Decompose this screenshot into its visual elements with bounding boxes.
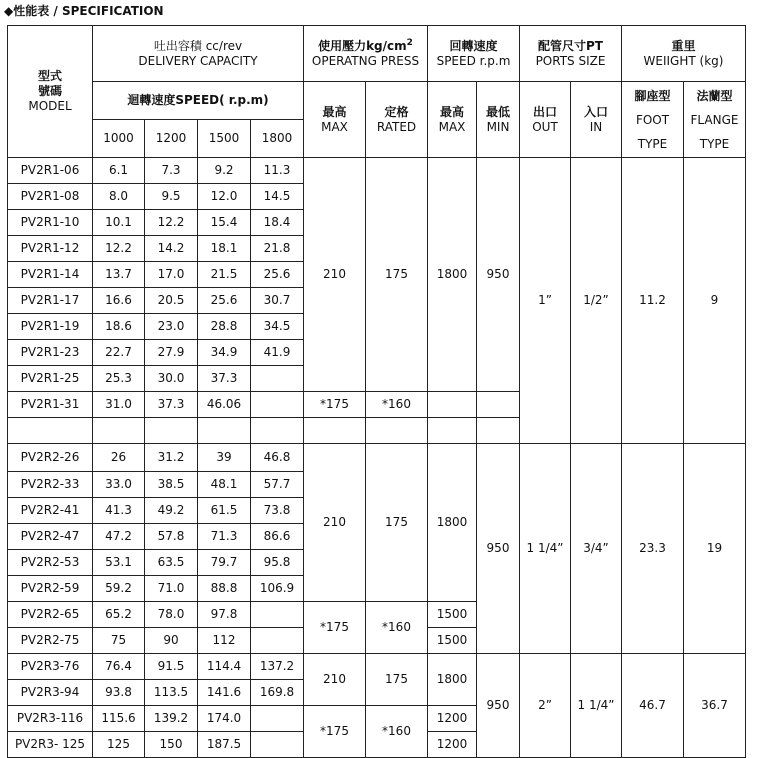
capacity-cell: 9.2: [198, 158, 251, 184]
port-in-cell: 1 1/4”: [571, 654, 622, 758]
capacity-cell: 25.3: [93, 366, 145, 392]
model-cell: PV2R1-25: [8, 366, 93, 392]
port-out-cell: 2”: [520, 654, 571, 758]
capacity-cell: 13.7: [93, 262, 145, 288]
model-cell: PV2R1-06: [8, 158, 93, 184]
delivery-capacity-header: 吐出容積 cc/rev DELIVERY CAPACITY: [93, 26, 304, 82]
rpm-1000-header: 1000: [93, 120, 145, 158]
capacity-cell: 30.7: [251, 288, 304, 314]
capacity-cell: 78.0: [145, 602, 198, 628]
capacity-cell: 71.0: [145, 576, 198, 602]
capacity-cell: 21.5: [198, 262, 251, 288]
weight-flange-cell: 19: [684, 444, 746, 654]
capacity-cell: 187.5: [198, 732, 251, 758]
rpm-1200-header: 1200: [145, 120, 198, 158]
rotation-speed-header: 迴轉速度SPEED( r.p.m): [93, 82, 304, 120]
capacity-cell: 150: [145, 732, 198, 758]
press-max-cell: 210: [304, 654, 366, 706]
speed-header: 回轉速度 SPEED r.p.m: [428, 26, 520, 82]
capacity-cell: 93.8: [93, 680, 145, 706]
model-header: 型式 號碼 MODEL: [8, 26, 93, 158]
capacity-cell: 12.0: [198, 184, 251, 210]
capacity-cell: 31.0: [93, 392, 145, 418]
press-rated-cell: 175: [366, 444, 428, 602]
model-cell: PV2R2-33: [8, 472, 93, 498]
capacity-cell: [251, 628, 304, 654]
speed-min-cell: 950: [477, 158, 520, 392]
port-out-header: 出口 OUT: [520, 82, 571, 158]
capacity-cell: 20.5: [145, 288, 198, 314]
capacity-cell: [251, 392, 304, 418]
capacity-cell: 8.0: [93, 184, 145, 210]
page-title: ◆性能表 / SPECIFICATION: [4, 4, 164, 18]
weight-foot-cell: 46.7: [622, 654, 684, 758]
capacity-cell: 25.6: [251, 262, 304, 288]
capacity-cell: 169.8: [251, 680, 304, 706]
press-rated-header: 定格 RATED: [366, 82, 428, 158]
capacity-cell: 12.2: [145, 210, 198, 236]
table-row: [8, 158, 746, 184]
capacity-cell: 28.8: [198, 314, 251, 340]
capacity-cell: [251, 366, 304, 392]
capacity-cell: 10.1: [93, 210, 145, 236]
press-max-cell: 210: [304, 158, 366, 392]
capacity-cell: 49.2: [145, 498, 198, 524]
model-cell: PV2R2-75: [8, 628, 93, 654]
capacity-cell: 63.5: [145, 550, 198, 576]
weight-flange-cell: 9: [684, 158, 746, 444]
capacity-cell: 12.2: [93, 236, 145, 262]
press-rated-star-cell: *160: [366, 706, 428, 758]
capacity-cell: 46.8: [251, 444, 304, 472]
capacity-cell: 139.2: [145, 706, 198, 732]
capacity-cell: 76.4: [93, 654, 145, 680]
capacity-cell: 27.9: [145, 340, 198, 366]
speed-max-cell: 1800: [428, 654, 477, 706]
model-cell: PV2R2-47: [8, 524, 93, 550]
press-rated-star-cell: *160: [366, 602, 428, 654]
empty-cell: [251, 418, 304, 444]
model-cell: PV2R1-23: [8, 340, 93, 366]
capacity-cell: 26: [93, 444, 145, 472]
capacity-cell: 174.0: [198, 706, 251, 732]
capacity-cell: 79.7: [198, 550, 251, 576]
capacity-cell: 14.2: [145, 236, 198, 262]
model-cell: PV2R1-31: [8, 392, 93, 418]
capacity-cell: 65.2: [93, 602, 145, 628]
capacity-cell: 114.4: [198, 654, 251, 680]
capacity-cell: 23.0: [145, 314, 198, 340]
port-in-cell: 1/2”: [571, 158, 622, 444]
flange-type-header: 法蘭型 FLANGE TYPE: [684, 82, 746, 158]
empty-cell: [198, 418, 251, 444]
speed-min-header: 最低 MIN: [477, 82, 520, 158]
press-max-star-cell: *175: [304, 706, 366, 758]
model-cell: PV2R1-12: [8, 236, 93, 262]
capacity-cell: 16.6: [93, 288, 145, 314]
capacity-cell: 31.2: [145, 444, 198, 472]
model-cell: PV2R3-94: [8, 680, 93, 706]
port-in-cell: 3/4”: [571, 444, 622, 654]
capacity-cell: 22.7: [93, 340, 145, 366]
capacity-cell: 38.5: [145, 472, 198, 498]
model-cell: PV2R2-59: [8, 576, 93, 602]
capacity-cell: 33.0: [93, 472, 145, 498]
capacity-cell: 113.5: [145, 680, 198, 706]
capacity-cell: 141.6: [198, 680, 251, 706]
capacity-cell: 18.4: [251, 210, 304, 236]
empty-cell: [304, 418, 366, 444]
port-in-header: 入口 IN: [571, 82, 622, 158]
press-rated-cell: 175: [366, 654, 428, 706]
capacity-cell: 57.7: [251, 472, 304, 498]
capacity-cell: 30.0: [145, 366, 198, 392]
rpm-1800-header: 1800: [251, 120, 304, 158]
weight-flange-cell: 36.7: [684, 654, 746, 758]
press-max-cell: 210: [304, 444, 366, 602]
capacity-cell: [251, 706, 304, 732]
capacity-cell: 47.2: [93, 524, 145, 550]
speed-max-header: 最高 MAX: [428, 82, 477, 158]
capacity-cell: 14.5: [251, 184, 304, 210]
speed-max-cell: 1500: [428, 628, 477, 654]
capacity-cell: 61.5: [198, 498, 251, 524]
model-cell: PV2R2-53: [8, 550, 93, 576]
model-cell: PV2R2-26: [8, 444, 93, 472]
table-row: [8, 654, 746, 680]
capacity-cell: 59.2: [93, 576, 145, 602]
header-row-1: [8, 26, 746, 82]
model-cell: PV2R3-116: [8, 706, 93, 732]
capacity-cell: 34.5: [251, 314, 304, 340]
empty-cell: [145, 418, 198, 444]
empty-cell: [93, 418, 145, 444]
weight-header: 重里 WEIIGHT (kg): [622, 26, 746, 82]
rpm-1500-header: 1500: [198, 120, 251, 158]
model-cell: PV2R2-41: [8, 498, 93, 524]
capacity-cell: 137.2: [251, 654, 304, 680]
speed-max-cell: 1200: [428, 706, 477, 732]
port-out-cell: 1 1/4”: [520, 444, 571, 654]
capacity-cell: 34.9: [198, 340, 251, 366]
empty-cell: [428, 392, 477, 418]
speed-max-cell: 1800: [428, 444, 477, 602]
model-cell: PV2R2-65: [8, 602, 93, 628]
capacity-cell: 115.6: [93, 706, 145, 732]
specification-table: [7, 25, 746, 758]
empty-cell: [8, 418, 93, 444]
foot-type-header: 腳座型 FOOT TYPE: [622, 82, 684, 158]
weight-foot-cell: 11.2: [622, 158, 684, 444]
capacity-cell: 73.8: [251, 498, 304, 524]
model-cell: PV2R1-14: [8, 262, 93, 288]
capacity-cell: 41.9: [251, 340, 304, 366]
operating-press-header: 使用壓力$kg/cm^2$ OPERATNG PRESS: [304, 26, 428, 82]
capacity-cell: 6.1: [93, 158, 145, 184]
speed-max-cell: 1500: [428, 602, 477, 628]
speed-min-cell: 950: [477, 654, 520, 758]
capacity-cell: 48.1: [198, 472, 251, 498]
capacity-cell: 25.6: [198, 288, 251, 314]
table-row: [8, 444, 746, 472]
press-max-star-cell: *175: [304, 392, 366, 418]
header-row-2: [8, 82, 746, 120]
capacity-cell: [251, 602, 304, 628]
speed-max-cell: 1200: [428, 732, 477, 758]
capacity-cell: 18.1: [198, 236, 251, 262]
capacity-cell: 41.3: [93, 498, 145, 524]
capacity-cell: 39: [198, 444, 251, 472]
capacity-cell: 90: [145, 628, 198, 654]
capacity-cell: 88.8: [198, 576, 251, 602]
capacity-cell: 112: [198, 628, 251, 654]
capacity-cell: [251, 732, 304, 758]
press-max-star-cell: *175: [304, 602, 366, 654]
press-rated-cell: 175: [366, 158, 428, 392]
capacity-cell: 11.3: [251, 158, 304, 184]
model-cell: PV2R3- 125: [8, 732, 93, 758]
capacity-cell: 106.9: [251, 576, 304, 602]
model-cell: PV2R1-19: [8, 314, 93, 340]
empty-cell: [477, 418, 520, 444]
capacity-cell: 75: [93, 628, 145, 654]
capacity-cell: 18.6: [93, 314, 145, 340]
model-cell: PV2R1-08: [8, 184, 93, 210]
press-rated-star-cell: *160: [366, 392, 428, 418]
capacity-cell: 57.8: [145, 524, 198, 550]
capacity-cell: 37.3: [198, 366, 251, 392]
capacity-cell: 125: [93, 732, 145, 758]
ports-size-header: 配管尺寸PT PORTS SIZE: [520, 26, 622, 82]
capacity-cell: 7.3: [145, 158, 198, 184]
capacity-cell: 86.6: [251, 524, 304, 550]
empty-cell: [477, 392, 520, 418]
capacity-cell: 17.0: [145, 262, 198, 288]
capacity-cell: 95.8: [251, 550, 304, 576]
capacity-cell: 46.06: [198, 392, 251, 418]
capacity-cell: 15.4: [198, 210, 251, 236]
weight-foot-cell: 23.3: [622, 444, 684, 654]
model-cell: PV2R1-17: [8, 288, 93, 314]
capacity-cell: 91.5: [145, 654, 198, 680]
press-max-header: 最高 MAX: [304, 82, 366, 158]
model-cell: PV2R3-76: [8, 654, 93, 680]
empty-cell: [366, 418, 428, 444]
capacity-cell: 71.3: [198, 524, 251, 550]
speed-min-cell: 950: [477, 444, 520, 654]
capacity-cell: 37.3: [145, 392, 198, 418]
capacity-cell: 21.8: [251, 236, 304, 262]
capacity-cell: 9.5: [145, 184, 198, 210]
speed-max-cell: 1800: [428, 158, 477, 392]
model-cell: PV2R1-10: [8, 210, 93, 236]
port-out-cell: 1”: [520, 158, 571, 444]
capacity-cell: 97.8: [198, 602, 251, 628]
capacity-cell: 53.1: [93, 550, 145, 576]
empty-cell: [428, 418, 477, 444]
